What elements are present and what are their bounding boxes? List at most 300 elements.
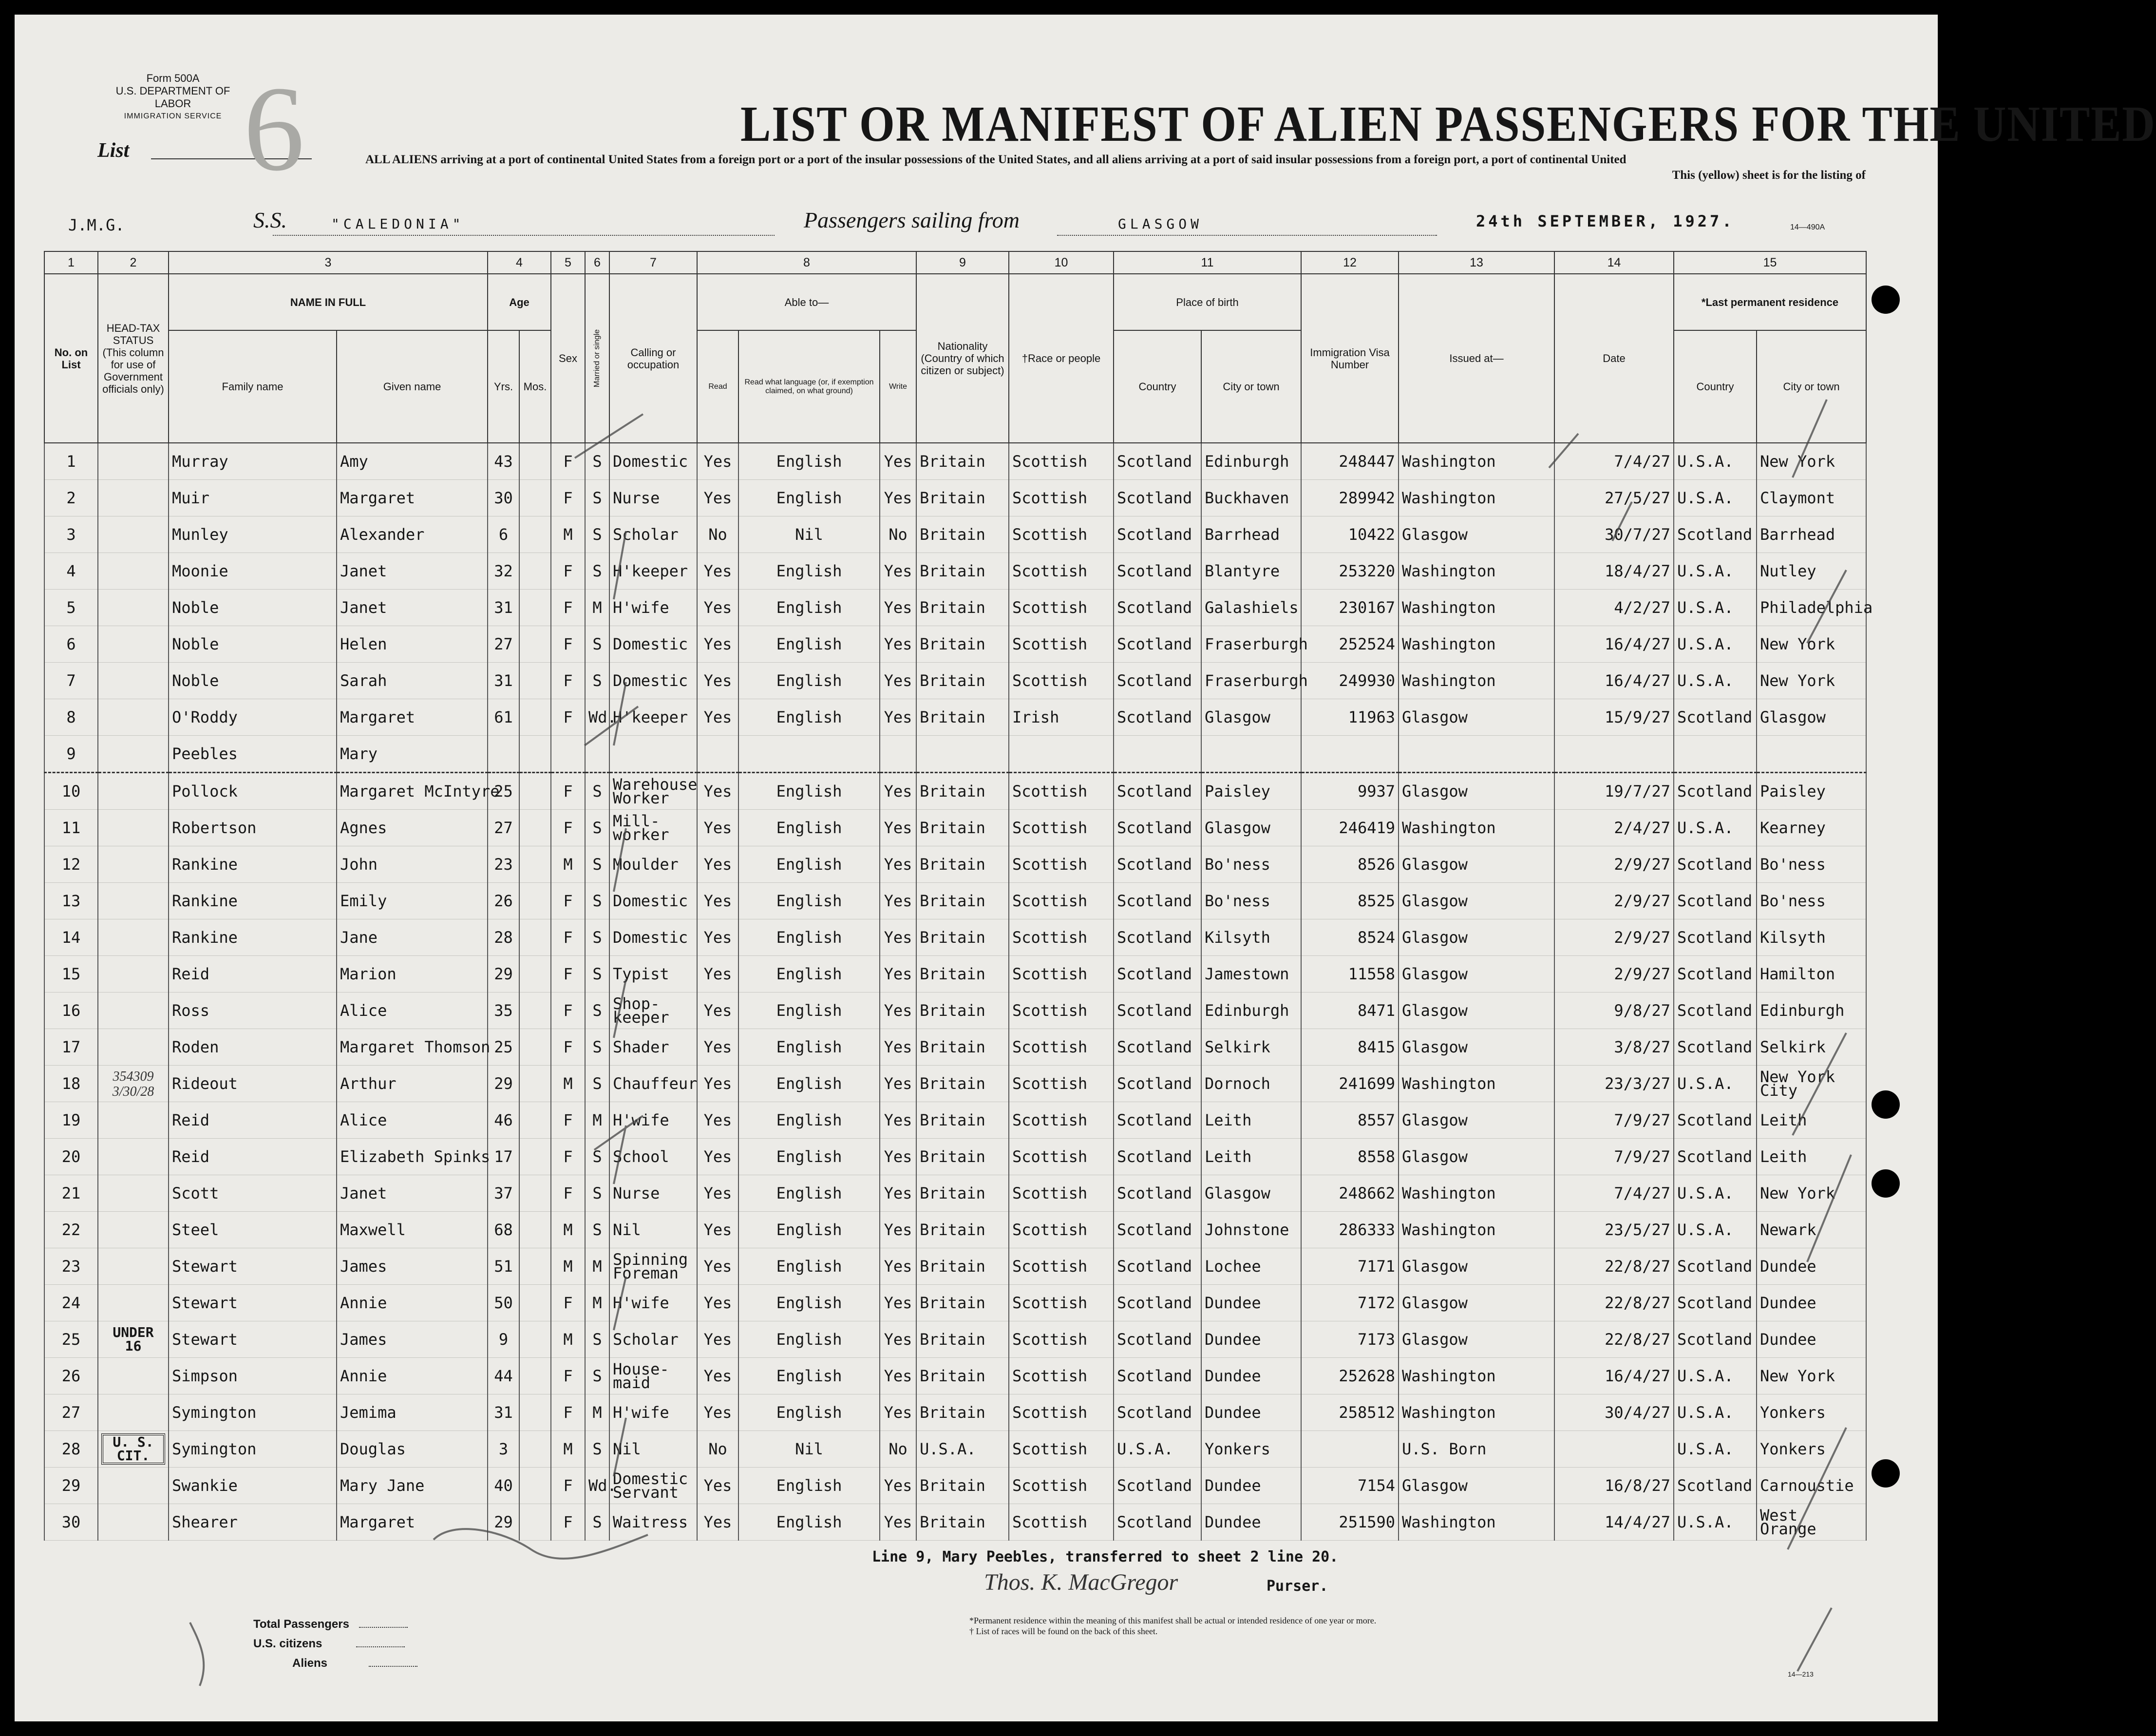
table-row — [44, 956, 1866, 992]
ship-name: "CALEDONIA" — [331, 216, 465, 232]
nationality: Britain — [916, 1358, 1009, 1394]
read-language: English — [738, 1029, 880, 1066]
header-sex: Sex — [551, 274, 585, 443]
occupation: Mill-worker — [609, 810, 697, 846]
age-months — [519, 1248, 551, 1285]
aliens-dots — [369, 1666, 417, 1667]
header-write: Write — [880, 330, 916, 443]
nationality: Britain — [916, 1066, 1009, 1102]
marital-status: S — [585, 553, 609, 590]
col-number-2: 2 — [98, 251, 169, 274]
given-name: Alexander — [337, 516, 488, 553]
can-write: Yes — [880, 590, 916, 626]
age-years: 50 — [488, 1285, 519, 1321]
nationality: Britain — [916, 699, 1009, 736]
family-name: Rankine — [169, 883, 337, 919]
age-months — [519, 443, 551, 480]
residence-city: Yonkers — [1757, 1394, 1866, 1431]
can-write: Yes — [880, 883, 916, 919]
age-years: 31 — [488, 590, 519, 626]
header-issued-at: Issued at— — [1399, 274, 1554, 443]
residence-country: U.S.A. — [1674, 1066, 1757, 1102]
visa-date: 7/4/27 — [1554, 1175, 1674, 1212]
marital-status: M — [585, 1394, 609, 1431]
birth-country: Scotland — [1114, 1212, 1201, 1248]
head-tax-status — [98, 1066, 169, 1102]
marital-status: Wd. — [585, 1468, 609, 1504]
nationality: Britain — [916, 516, 1009, 553]
marital-status: S — [585, 992, 609, 1029]
visa-date: 2/9/27 — [1554, 919, 1674, 956]
visa-date: 4/2/27 — [1554, 590, 1674, 626]
read-language: English — [738, 1102, 880, 1139]
issued-at: Glasgow — [1399, 883, 1554, 919]
visa-number: 230167 — [1301, 590, 1399, 626]
head-tax-status — [98, 699, 169, 736]
can-write: Yes — [880, 480, 916, 516]
occupation: H'wife — [609, 590, 697, 626]
can-write: Yes — [880, 1212, 916, 1248]
header-given-name: Given name — [337, 330, 488, 443]
table-row — [44, 846, 1866, 883]
residence-country: Scotland — [1674, 992, 1757, 1029]
sex: F — [551, 553, 585, 590]
can-read: Yes — [697, 699, 738, 736]
family-name: Noble — [169, 590, 337, 626]
list-number: 6 — [244, 61, 304, 196]
total-passengers-label: Total Passengers — [253, 1618, 349, 1631]
nationality: Britain — [916, 663, 1009, 699]
residence-city: Dundee — [1757, 1248, 1866, 1285]
family-name: Pollock — [169, 773, 337, 810]
sex: F — [551, 883, 585, 919]
family-name: Reid — [169, 1102, 337, 1139]
marital-status: S — [585, 1212, 609, 1248]
visa-date: 23/3/27 — [1554, 1066, 1674, 1102]
given-name: Margaret — [337, 1504, 488, 1541]
age-months — [519, 1029, 551, 1066]
issued-at: Glasgow — [1399, 956, 1554, 992]
row-number: 12 — [44, 846, 98, 883]
col-number-10: 10 — [1009, 251, 1114, 274]
manifest-subtitle — [365, 152, 1866, 183]
sex: F — [551, 663, 585, 699]
row-number: 19 — [44, 1102, 98, 1139]
passenger-totals — [253, 1618, 417, 1676]
occupation: Spinning Foreman — [609, 1248, 697, 1285]
marital-status: S — [585, 663, 609, 699]
can-read: Yes — [697, 1468, 738, 1504]
binder-hole — [1872, 1459, 1900, 1488]
can-write: Yes — [880, 773, 916, 810]
residence-country: Scotland — [1674, 956, 1757, 992]
given-name: Emily — [337, 883, 488, 919]
nationality: Britain — [916, 590, 1009, 626]
residence-city — [1757, 736, 1866, 773]
read-language: English — [738, 1358, 880, 1394]
age-years: 26 — [488, 883, 519, 919]
col-number-1: 1 — [44, 251, 98, 274]
nationality: Britain — [916, 883, 1009, 919]
nationality: Britain — [916, 919, 1009, 956]
occupation: Warehouse Worker — [609, 773, 697, 810]
given-name: Margaret McIntyre — [337, 773, 488, 810]
head-tax-status — [98, 1431, 169, 1468]
issued-at: Glasgow — [1399, 699, 1554, 736]
visa-number — [1301, 1431, 1399, 1468]
birth-city: Bo'ness — [1201, 883, 1301, 919]
col-number-13: 13 — [1399, 251, 1554, 274]
visa-number: 249930 — [1301, 663, 1399, 699]
can-write: No — [880, 516, 916, 553]
visa-date: 15/9/27 — [1554, 699, 1674, 736]
marital-status: S — [585, 846, 609, 883]
table-row — [44, 1468, 1866, 1504]
can-read: Yes — [697, 1102, 738, 1139]
family-name: Steel — [169, 1212, 337, 1248]
row-number: 2 — [44, 480, 98, 516]
visa-date: 18/4/27 — [1554, 553, 1674, 590]
age-months — [519, 992, 551, 1029]
visa-date: 7/4/27 — [1554, 443, 1674, 480]
ship-prefix: S.S. — [253, 208, 287, 232]
transfer-note: Line 9, Mary Peebles, transferred to sheet 2 line 20. — [872, 1548, 1339, 1565]
can-write: Yes — [880, 663, 916, 699]
residence-country: U.S.A. — [1674, 1358, 1757, 1394]
race: Scottish — [1009, 810, 1114, 846]
residence-city: Bo'ness — [1757, 883, 1866, 919]
can-write: Yes — [880, 1504, 916, 1541]
sex: M — [551, 846, 585, 883]
department-name: U.S. DEPARTMENT OF LABOR — [115, 85, 230, 110]
occupation: H'keeper — [609, 699, 697, 736]
birth-country: Scotland — [1114, 443, 1201, 480]
visa-date: 7/9/27 — [1554, 1139, 1674, 1175]
header-head-tax — [98, 274, 169, 443]
col-number-6: 6 — [585, 251, 609, 274]
issued-at: Washington — [1399, 1504, 1554, 1541]
can-read: Yes — [697, 1394, 738, 1431]
age-years: 32 — [488, 553, 519, 590]
us-citizens-line — [253, 1637, 417, 1657]
us-citizens-label: U.S. citizens — [253, 1637, 322, 1650]
can-write: Yes — [880, 1321, 916, 1358]
birth-city: Dundee — [1201, 1285, 1301, 1321]
given-name: Arthur — [337, 1066, 488, 1102]
residence-city: Kilsyth — [1757, 919, 1866, 956]
nationality: Britain — [916, 1175, 1009, 1212]
marital-status: M — [585, 590, 609, 626]
can-read: Yes — [697, 992, 738, 1029]
head-tax-status — [98, 956, 169, 992]
can-write: Yes — [880, 1139, 916, 1175]
birth-country: Scotland — [1114, 1248, 1201, 1285]
row-number: 1 — [44, 443, 98, 480]
read-language: English — [738, 810, 880, 846]
read-language: English — [738, 1175, 880, 1212]
table-row — [44, 1248, 1866, 1285]
family-name: Shearer — [169, 1504, 337, 1541]
can-read: Yes — [697, 1285, 738, 1321]
can-write: Yes — [880, 919, 916, 956]
birth-city: Dundee — [1201, 1394, 1301, 1431]
row-number: 27 — [44, 1394, 98, 1431]
family-name: Stewart — [169, 1321, 337, 1358]
table-row — [44, 699, 1866, 736]
marital-status: S — [585, 810, 609, 846]
given-name: Margaret — [337, 480, 488, 516]
given-name: Amy — [337, 443, 488, 480]
visa-number: 8526 — [1301, 846, 1399, 883]
marital-status: M — [585, 1102, 609, 1139]
manifest-sheet — [15, 15, 2156, 1721]
sex: F — [551, 956, 585, 992]
head-tax-status — [98, 626, 169, 663]
age-months — [519, 919, 551, 956]
issued-at: Washington — [1399, 1394, 1554, 1431]
header-race: †Race or people — [1009, 274, 1114, 443]
residence-city: Philadelphia — [1757, 590, 1866, 626]
age-months — [519, 1504, 551, 1541]
can-read: Yes — [697, 1504, 738, 1541]
col-number-15: 15 — [1674, 251, 1866, 274]
sex: F — [551, 1139, 585, 1175]
given-name: Janet — [337, 590, 488, 626]
issued-at: Glasgow — [1399, 1285, 1554, 1321]
aliens-line — [253, 1657, 417, 1676]
can-write: Yes — [880, 1394, 916, 1431]
table-row — [44, 992, 1866, 1029]
can-read: No — [697, 1431, 738, 1468]
read-language: English — [738, 956, 880, 992]
table-row — [44, 736, 1866, 773]
table-row — [44, 1029, 1866, 1066]
birth-country: Scotland — [1114, 626, 1201, 663]
can-read — [697, 736, 738, 773]
age-years: 37 — [488, 1175, 519, 1212]
family-name: Rideout — [169, 1066, 337, 1102]
issued-at: U.S. Born — [1399, 1431, 1554, 1468]
occupation: Scholar — [609, 1321, 697, 1358]
issued-at: Glasgow — [1399, 1029, 1554, 1066]
head-tax-status — [98, 553, 169, 590]
nationality: Britain — [916, 443, 1009, 480]
can-write: Yes — [880, 1248, 916, 1285]
family-name: Reid — [169, 956, 337, 992]
header-read: Read — [697, 330, 738, 443]
nationality: Britain — [916, 773, 1009, 810]
head-tax-status — [98, 736, 169, 773]
can-read: Yes — [697, 1029, 738, 1066]
column-group-row — [44, 274, 1866, 330]
row-number: 6 — [44, 626, 98, 663]
residence-country: U.S.A. — [1674, 553, 1757, 590]
read-language: English — [738, 1285, 880, 1321]
visa-number: 251590 — [1301, 1504, 1399, 1541]
birth-country: Scotland — [1114, 1468, 1201, 1504]
residence-country: Scotland — [1674, 1102, 1757, 1139]
family-name: Scott — [169, 1175, 337, 1212]
nationality: Britain — [916, 1102, 1009, 1139]
given-name: Janet — [337, 553, 488, 590]
residence-country — [1674, 736, 1757, 773]
residence-city: Edinburgh — [1757, 992, 1866, 1029]
read-language: English — [738, 1066, 880, 1102]
marital-status — [585, 736, 609, 773]
visa-date: 30/4/27 — [1554, 1394, 1674, 1431]
age-years: 29 — [488, 1066, 519, 1102]
age-years: 25 — [488, 773, 519, 810]
read-language: English — [738, 1139, 880, 1175]
marital-status: Wd. — [585, 699, 609, 736]
issued-at: Washington — [1399, 590, 1554, 626]
occupation: Nurse — [609, 1175, 697, 1212]
given-name: Janet — [337, 1175, 488, 1212]
age-years: 28 — [488, 919, 519, 956]
read-language: English — [738, 626, 880, 663]
visa-date: 2/9/27 — [1554, 846, 1674, 883]
header-visa-number: Immigration Visa Number — [1301, 274, 1399, 443]
age-months — [519, 699, 551, 736]
port-dots — [1057, 235, 1437, 236]
age-months — [519, 1102, 551, 1139]
age-months — [519, 956, 551, 992]
birth-country: Scotland — [1114, 553, 1201, 590]
head-tax-title: HEAD-TAX STATUS — [106, 322, 160, 346]
residence-city: Dundee — [1757, 1285, 1866, 1321]
visa-number: 8557 — [1301, 1102, 1399, 1139]
visa-number: 11558 — [1301, 956, 1399, 992]
read-language — [738, 736, 880, 773]
form-code: 14—490A — [1790, 223, 1825, 231]
read-language: English — [738, 590, 880, 626]
ship-name-dots — [273, 235, 775, 236]
race: Scottish — [1009, 1321, 1114, 1358]
race: Scottish — [1009, 846, 1114, 883]
age-months — [519, 1212, 551, 1248]
issued-at: Glasgow — [1399, 1139, 1554, 1175]
row-number: 18 — [44, 1066, 98, 1102]
birth-country: Scotland — [1114, 516, 1201, 553]
residence-country: Scotland — [1674, 1029, 1757, 1066]
can-read: Yes — [697, 1248, 738, 1285]
can-read: Yes — [697, 846, 738, 883]
age-years: 23 — [488, 846, 519, 883]
issued-at: Washington — [1399, 480, 1554, 516]
can-write: Yes — [880, 443, 916, 480]
can-write: Yes — [880, 956, 916, 992]
visa-date: 9/8/27 — [1554, 992, 1674, 1029]
age-months — [519, 663, 551, 699]
table-row — [44, 1212, 1866, 1248]
header-able-to: Able to— — [697, 274, 916, 330]
occupation: H'wife — [609, 1102, 697, 1139]
margin-scribble — [190, 1622, 204, 1686]
table-row — [44, 1394, 1866, 1431]
sex: F — [551, 1468, 585, 1504]
head-tax-status — [98, 846, 169, 883]
family-name: Rankine — [169, 919, 337, 956]
head-tax-status — [98, 1394, 169, 1431]
issued-at: Washington — [1399, 553, 1554, 590]
binder-hole — [1872, 1169, 1900, 1198]
occupation: Domestic — [609, 663, 697, 699]
marital-status: S — [585, 443, 609, 480]
given-name: John — [337, 846, 488, 883]
sex: F — [551, 1175, 585, 1212]
header-age-years: Yrs. — [488, 330, 519, 443]
head-tax-status — [98, 663, 169, 699]
age-years: 17 — [488, 1139, 519, 1175]
given-name: James — [337, 1321, 488, 1358]
header-family-name: Family name — [169, 330, 337, 443]
passenger-rows — [44, 443, 1873, 1541]
marital-status: S — [585, 1139, 609, 1175]
row-number: 29 — [44, 1468, 98, 1504]
visa-number: 241699 — [1301, 1066, 1399, 1102]
sex: F — [551, 1394, 585, 1431]
head-tax-status — [98, 773, 169, 810]
residence-country: Scotland — [1674, 1139, 1757, 1175]
departure-port: GLASGOW — [1118, 216, 1203, 232]
occupation: School — [609, 1139, 697, 1175]
occupation: Shader — [609, 1029, 697, 1066]
table-row — [44, 810, 1866, 846]
occupation: Nurse — [609, 480, 697, 516]
occupation: Domestic — [609, 626, 697, 663]
head-tax-status — [98, 443, 169, 480]
can-read: Yes — [697, 626, 738, 663]
head-tax-status — [98, 1468, 169, 1504]
visa-date: 19/7/27 — [1554, 773, 1674, 810]
race: Irish — [1009, 699, 1114, 736]
residence-city: Leith — [1757, 1139, 1866, 1175]
passenger-manifest-table — [44, 251, 1873, 1541]
family-name: Simpson — [169, 1358, 337, 1394]
residence-city: Bo'ness — [1757, 846, 1866, 883]
birth-city: Glasgow — [1201, 810, 1301, 846]
marital-status: M — [585, 1285, 609, 1321]
race: Scottish — [1009, 1212, 1114, 1248]
race: Scottish — [1009, 773, 1114, 810]
form-identifier — [97, 72, 248, 123]
residence-country: U.S.A. — [1674, 626, 1757, 663]
residence-city: Selkirk — [1757, 1029, 1866, 1066]
birth-city: Galashiels — [1201, 590, 1301, 626]
residence-country: U.S.A. — [1674, 443, 1757, 480]
age-months — [519, 1431, 551, 1468]
occupation: Shop-keeper — [609, 992, 697, 1029]
visa-date: 2/4/27 — [1554, 810, 1674, 846]
age-months — [519, 1394, 551, 1431]
residence-city: Barrhead — [1757, 516, 1866, 553]
residence-city: Claymont — [1757, 480, 1866, 516]
can-read: Yes — [697, 1066, 738, 1102]
age-months — [519, 846, 551, 883]
table-row — [44, 1066, 1866, 1102]
given-name: Jane — [337, 919, 488, 956]
header-name-in-full: NAME IN FULL — [169, 274, 488, 330]
occupation: H'wife — [609, 1394, 697, 1431]
given-name: James — [337, 1248, 488, 1285]
can-read: Yes — [697, 773, 738, 810]
subtitle-line-2: This (yellow) sheet is for the listing of — [1672, 169, 1866, 182]
purser-signature: Thos. K. MacGregor — [984, 1569, 1178, 1595]
visa-date: 23/5/27 — [1554, 1212, 1674, 1248]
footnotes — [969, 1615, 1376, 1637]
row-number: 5 — [44, 590, 98, 626]
age-years: 40 — [488, 1468, 519, 1504]
